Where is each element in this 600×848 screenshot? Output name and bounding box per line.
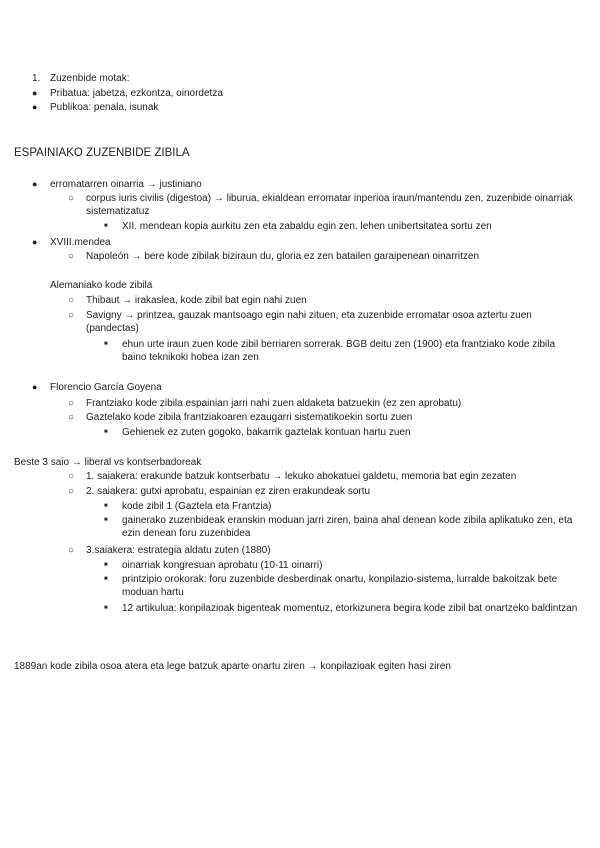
- numbered-item: Zuzenbide motak:: [50, 73, 130, 84]
- paragraph: 1889an kode zibila osoa atera eta lege batzuk aparte onartu ziren → konpilazioak egiten hasi ziren: [14, 661, 451, 672]
- list-item: kode zibil 1 (Gaztela eta Frantzia): [122, 501, 272, 512]
- list-item: XVIII.mendea: [50, 237, 111, 248]
- square-bullet-icon: ■: [104, 429, 108, 435]
- list-item: Gaztelako kode zibila frantziakoaren ezaugarri sistematikoekin sortu zuen: [86, 412, 413, 423]
- circle-bullet-icon: ○: [68, 486, 75, 497]
- list-item: Gehienek ez zuten gogoko, bakarrik gaztelak kontuan hartu zuen: [122, 427, 411, 438]
- list-item: Florencio García Goyena: [50, 382, 162, 393]
- circle-bullet-icon: ○: [68, 412, 75, 423]
- paragraph: Alemaniako kode zibila: [50, 280, 153, 291]
- list-item: ehun urte iraun zuen kode zibil berriaren sorrerak. BGB deitu zen (1900) eta frantziako kode zibila baino teknikoki hobea izan zen: [122, 339, 556, 363]
- list-item: corpus iuris civilis (digestoa) → liburua, ekialdean erromatar inperioa iraun/mantendu zen, zuzenbide oinarriak sistematizatuz: [86, 193, 573, 217]
- circle-bullet-icon: ○: [68, 545, 75, 556]
- list-item: Savigny → printzea, gauzak mantsoago egin nahi zituen, eta zuzenbide erromatar osoa aztertu zuen (pandectas): [86, 310, 532, 334]
- list-item: Napoleón → bere kode zibilak biziraun du, gloria ez zen batailen garaipenean oinarritzen: [86, 251, 480, 262]
- square-bullet-icon: ■: [104, 562, 108, 568]
- list-item: Publikoa: penala, isunak: [50, 102, 159, 113]
- circle-bullet-icon: ○: [68, 295, 75, 306]
- list-item: gainerako zuzenbideak eranskin moduan jarri ziren, baina ahal denean kode zibila aplikatuko zen, eta ezin denean foru zuzenbidea: [122, 515, 573, 539]
- square-bullet-icon: ■: [104, 605, 108, 611]
- disc-bullet-icon: ●: [32, 88, 38, 98]
- list-item: 2. saiakera: gutxi aprobatu, espainian ez ziren erakundeak sortu: [86, 486, 371, 497]
- square-bullet-icon: ■: [104, 341, 108, 347]
- circle-bullet-icon: ○: [68, 471, 75, 482]
- circle-bullet-icon: ○: [68, 310, 75, 321]
- disc-bullet-icon: ●: [32, 382, 38, 392]
- circle-bullet-icon: ○: [68, 251, 75, 262]
- disc-bullet-icon: ●: [32, 237, 38, 247]
- list-item: 12 artikulua: konpilazioak bigenteak momentuz, etorkizunera begira kode zibil bat onartzeko baldintzan: [122, 603, 578, 614]
- square-bullet-icon: ■: [104, 517, 108, 523]
- list-item: 3.saiakera: estrategia aldatu zuten (1880): [86, 545, 271, 556]
- numbered-marker: 1.: [32, 73, 41, 84]
- circle-bullet-icon: ○: [68, 193, 75, 204]
- list-item: Pribatua: jabetza, ezkontza, oinordetza: [50, 88, 223, 99]
- list-item: oinarriak kongresuan aprobatu (10-11 oinarri): [122, 560, 323, 571]
- disc-bullet-icon: ●: [32, 102, 38, 112]
- square-bullet-icon: ■: [104, 503, 108, 509]
- paragraph: Beste 3 saio → liberal vs kontserbadoreak: [14, 457, 202, 468]
- square-bullet-icon: ■: [104, 223, 108, 229]
- disc-bullet-icon: ●: [32, 179, 38, 189]
- square-bullet-icon: ■: [104, 576, 108, 582]
- list-item: XII. mendean kopia aurkitu zen eta zabaldu egin zen. lehen unibertsitatea sortu zen: [122, 221, 492, 232]
- list-item: 1. saiakera: erakunde batzuk kontserbatu → lekuko abokatuei galdetu, memoria bat egin zezaten: [86, 471, 517, 482]
- list-item: Thibaut → irakaslea, kode zibil bat egin nahi zuen: [86, 295, 307, 306]
- list-item: printzipio orokorak: foru zuzenbide desberdinak onartu, konpilazio-sistema, lurralde bakoitzak bete moduan hartu: [122, 574, 558, 598]
- list-item: erromatarren oinarria → justiniano: [50, 179, 202, 190]
- section-heading: ESPAINIAKO ZUZENBIDE ZIBILA: [14, 147, 190, 159]
- circle-bullet-icon: ○: [68, 398, 75, 409]
- list-item: Frantziako kode zibila espainian jarri nahi zuen aldaketa batzuekin (ez zen aprobatu): [86, 398, 462, 409]
